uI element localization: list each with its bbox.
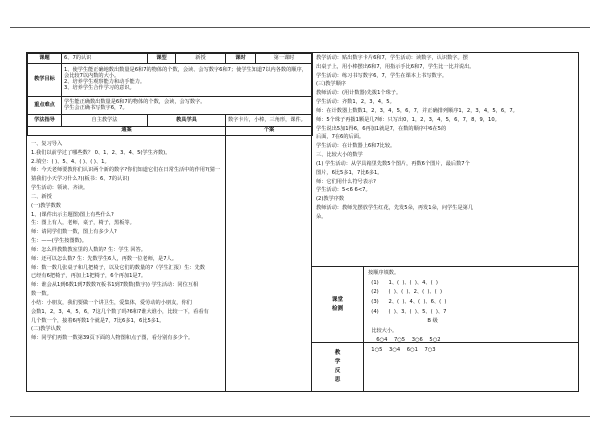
goals-list [62,64,313,97]
tools-value: 数字卡片，小棒，三角形，课件。 [226,115,313,127]
reflection-label-line: 学 [334,359,341,366]
activity-line: 教师活动：(用计数器)先拨1个珠子。 [316,90,402,97]
topic-label: 课题 [28,54,62,64]
reflection-label [312,343,364,391]
topic-value: 6、7的认识 [62,54,148,64]
activity-line: 学生活动：练习书写数字6，7，学生在课本上书写数字。 [316,72,448,79]
left-column [27,53,312,391]
practice-line: (4) ( )、3、( )、5、( )、7 [368,308,447,315]
tools-label: 教具学具 [148,115,226,127]
lesson-plan-sheet [26,52,579,392]
body-line: 几个数一个，接着6再数1个就是7，7比6多1，6比5多1。 [31,317,165,324]
practice-line: 比较大小。 [368,327,398,334]
practice-section [312,267,578,353]
body-line: 师：数一数几张桌子和几把椅子，以及它们的数量的?（学生汇报）生：先数 [31,264,205,271]
body-line: 一、复习导入 [31,141,63,147]
body-line: 1、(课件出示主题图)图上有些什么? [31,211,114,218]
reflection-section [312,343,578,391]
activity-line: (2)教学序数 [316,196,345,203]
goal-item: 1、使学生能正确地数出数量是6和7的物体的个数，会读、会写数字6和7；使学生知道7以内各数的顺序，会比较7以内数的大小。 [64,67,307,80]
practice-line: 1○5 3○4 6○1 7○3 [368,347,436,353]
body-line: 生：图上有人，老师，桌子，椅子，黑板等。 [31,220,135,227]
activity-line: 师：在计数器上数数1，2，3，4，5，6，7，并正确排列顺序1，2，3，4，5，6，7。 [316,107,518,114]
activity-line: 学生活动：5<6 6<7。 [316,187,371,194]
keypoint-line: 学生能正确数出数量是6和7的物体的个数，会读，会写数字。 [64,98,206,105]
body-line: (二)教学认数 [31,326,61,333]
common-plan-header: 通案 [28,127,226,136]
right-column [312,53,578,391]
activity-line: (1) 学生活动：从学具箱里先数5个图片，再数6个图片，最后数7个 [316,160,470,167]
guide-label: 学法指导 [28,115,62,127]
keypoint-line: 学生会正确书写数字6，7。 [64,104,128,111]
practice-line: (3) 2、( )、4、( )、6、( ) [368,298,447,305]
keypoints-content [62,97,313,115]
activity-line: 后面，7在6的后面。 [316,134,365,141]
personal-plan-header: 个案 [226,127,313,136]
activity-line: 学生活动：齐数1，2，3，4，5。 [316,99,395,106]
reflection-label-line: 反 [334,368,341,374]
page-bottom-rule [10,416,590,417]
activity-line: 师：它们用什么符号表示? [316,178,376,185]
reflection-label-line: 教 [334,350,341,357]
body-line: 1.我们以前学过了哪些数？ 0、1、2、3、4、5(学生齐数)。 [31,149,171,156]
activity-line: 学生说出5加1得6，6再加1就是7，在数的顺序中6在5的 [316,125,447,132]
body-line: 师：同学们再数一数第39页下面的人物图和点子图，看分别有多少个。 [31,335,194,342]
body-line: 数一数。 [31,291,52,298]
common-plan-body [31,141,309,344]
lesson-header-table [27,53,313,136]
body-line: 会数1，2，3，4，5，6，7这几个数了吗?6和7谁大谁小，比较一下，看看有 [31,308,209,315]
activity-line: 出桌子上，用小棒摆出6和7，用指示手比6和7，学生比一比并说出。 [316,63,475,70]
goal-item: 2、培养学生观察能力和动手能力。 [64,79,146,85]
activity-line: (三)教学顺序 [316,81,346,88]
activity-line: 朵。 [316,213,327,220]
goal-item: 3、培养学生合作学习的意识。 [64,84,135,91]
practice-line: (2) ( )、( )、2、( )、( ) [368,289,442,296]
keypoints-label: 重点难点 [28,97,62,115]
activities-continued [312,53,578,267]
practice-line: B 级 [368,318,438,325]
body-line: 师：今天老师要教你们认识两个新的数字?你们知道它们在日常生活中的作用?(猜一 [31,167,221,174]
reflection-label-line: 思 [334,376,341,383]
body-line: 生：——(学生按图数)。 [31,238,87,245]
guide-value: 自主教学法 [62,115,148,127]
body-line: 已经有6把椅子，再加上1把椅子，6个再加1是7。 [31,273,147,280]
practice-line: 6○4 7○5 3○6 5○2 [368,337,441,344]
body-line: 2.填空：( )、5、4、( )、( )、1。 [31,158,110,165]
hours-value: 第一课时 [256,54,313,64]
practice-label-line: 课堂 [331,296,344,303]
body-line: 二、新授 [31,193,52,200]
page-top-rule [10,27,590,28]
body-line: 师：谁会从1到6数1到7数数?(板书1到7数数(数字)) 学生活动：同位互相 [31,282,199,289]
body-line: 师：还可以怎么数? 生：先数学生6人，再数一位老师，是7人。 [31,255,177,262]
activity-line: 三、比较大小的数学 [316,152,363,159]
body-line: 小结：小朋友，我们要做一个讲卫生，爱集体，爱劳动的小朋友，你们 [31,299,192,306]
body-line: 师：怎么样教数教室里的人数的? 生：学生 回答。 [31,246,146,253]
activity-line: 图片，6比5多1，7比6多1。 [316,169,383,176]
practice-label-line: 检测 [331,305,344,312]
practice-label [312,267,364,342]
type-label: 课型 [148,54,176,64]
hours-label: 课时 [226,54,256,64]
body-line: 师：请同学们数一数，图上有多少人? [31,229,117,236]
activity-line: 教学活动：贴出数字卡片6和7，学生活动：读数字，认识数字。摆 [316,55,468,61]
activity-line: 学生活动：在计数器上6和7比较。 [316,143,396,150]
type-value: 新授 [176,54,226,64]
body-line: 学生活动：领读、齐读。 [31,185,89,192]
body-line: 猜我们小天学习什么?)(板书：6、7的认识) [31,176,130,183]
practice-line: (1) 1、( )、( )、4、( ) [368,279,438,286]
activity-line: 师：5个珠子再拨1颗是几?师：只写出0，1，2，3，4，5，6，7，8，9，10。 [316,116,500,123]
goals-label: 教学目标 [28,64,62,97]
practice-line: 按顺序填数。 [368,270,400,276]
body-line: (一)教学数数 [31,202,61,209]
activity-line: 教师活动：教师先摆放学生红花，先发5朵，再发1朵，问学生是第几 [316,205,474,212]
